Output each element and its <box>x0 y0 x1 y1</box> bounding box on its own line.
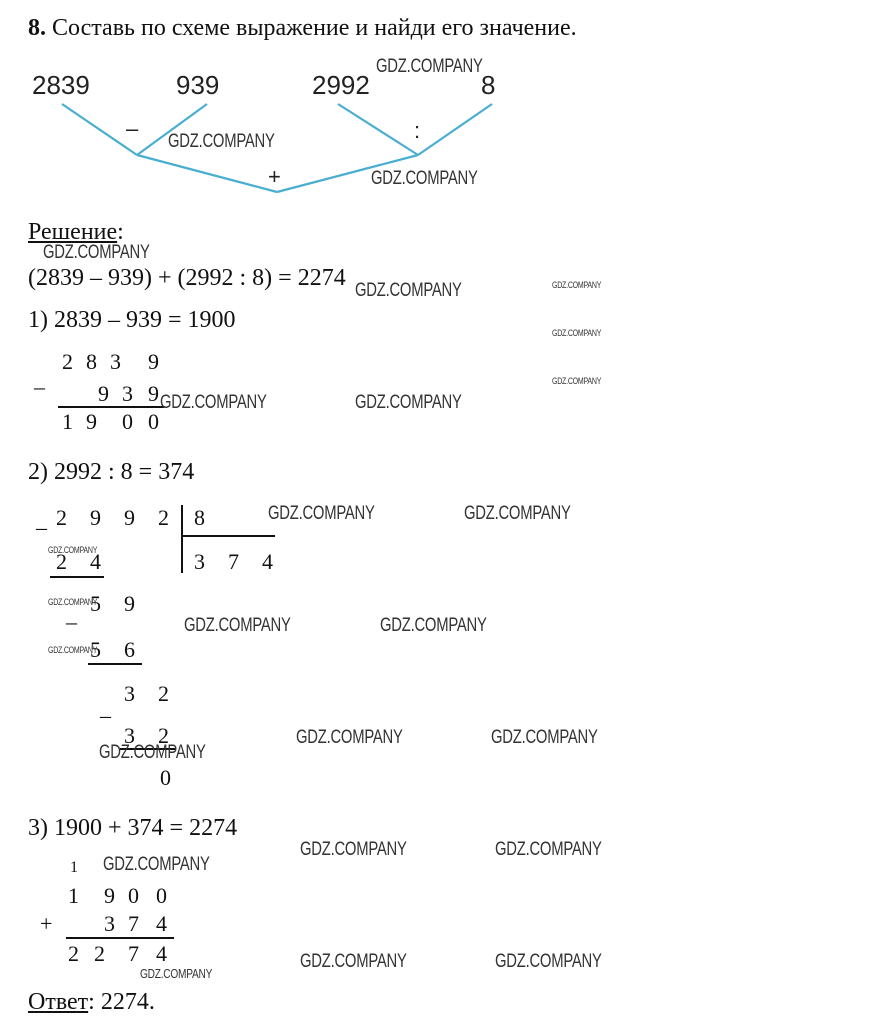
digit: 3 <box>104 911 115 936</box>
digit: 9 <box>148 381 159 406</box>
answer <box>28 988 155 1016</box>
digit: 3 <box>124 723 135 748</box>
digit: 4 <box>156 911 167 936</box>
step1-label: 1) 2839 – 939 = 1900 <box>28 307 236 333</box>
watermark: GDZ.COMPANY <box>552 328 602 338</box>
watermark: GDZ.COMPANY <box>495 951 602 972</box>
scheme-line <box>418 104 492 155</box>
digit: 2 <box>158 505 169 530</box>
digit: 2 <box>94 941 105 966</box>
watermark: GDZ.COMPANY <box>552 280 602 290</box>
scheme-number: 8 <box>481 70 496 100</box>
watermark: GDZ.COMPANY <box>160 392 267 413</box>
watermark: GDZ.COMPANY <box>103 854 210 875</box>
digit: 9 <box>124 505 135 530</box>
digit: 3 <box>110 349 121 374</box>
scheme-op-minus: – <box>126 116 139 141</box>
answer-label: Ответ <box>28 989 89 1015</box>
digit: 1 <box>68 883 79 908</box>
sum-line <box>66 937 174 939</box>
division-bar <box>181 505 183 573</box>
minus-sign: – <box>66 609 77 634</box>
watermark: GDZ.COMPANY <box>140 966 213 981</box>
watermark: GDZ.COMPANY <box>296 727 403 748</box>
digit: 0 <box>128 883 139 908</box>
scheme-number: 939 <box>176 70 220 100</box>
answer-value: : 2274. <box>88 989 155 1015</box>
carry-digit: 1 <box>70 859 78 876</box>
watermark: GDZ.COMPANY <box>355 392 462 413</box>
digit: 2 <box>62 349 73 374</box>
sub-line <box>50 576 104 578</box>
minus-sign: – <box>34 374 45 399</box>
digit: 4 <box>90 549 101 574</box>
scheme-line <box>137 155 277 192</box>
digit: 2 <box>158 723 169 748</box>
task-number: 8. <box>28 15 46 41</box>
watermark: GDZ.COMPANY <box>495 839 602 860</box>
watermark: GDZ.COMPANY <box>464 503 571 524</box>
scheme-op-divide: : <box>414 118 421 143</box>
sum-line <box>58 406 164 408</box>
digit: 5 <box>90 591 101 616</box>
plus-sign: + <box>40 911 53 936</box>
watermark: GDZ.COMPANY <box>300 839 407 860</box>
digit: 0 <box>156 883 167 908</box>
minus-sign: _ <box>36 507 47 532</box>
quotient-digit: 3 <box>194 549 205 574</box>
quotient-line <box>181 535 275 537</box>
scheme-number: 2839 <box>32 70 90 100</box>
digit: 9 <box>104 883 115 908</box>
watermark: GDZ.COMPANY <box>43 242 150 263</box>
digit: 0 <box>160 765 171 790</box>
digit: 3 <box>124 681 135 706</box>
watermark: GDZ.COMPANY <box>300 951 407 972</box>
digit: 2 <box>158 681 169 706</box>
digit: 7 <box>128 941 139 966</box>
quotient-digit: 4 <box>262 549 273 574</box>
watermark: GDZ.COMPANY <box>48 645 98 655</box>
watermark: GDZ.COMPANY <box>48 597 98 607</box>
watermark: GDZ.COMPANY <box>168 131 275 152</box>
watermark: GDZ.COMPANY <box>552 376 602 386</box>
digit: 9 <box>98 381 109 406</box>
digit: 9 <box>148 349 159 374</box>
solution-expression: (2839 – 939) + (2992 : 8) = 2274 <box>28 265 346 291</box>
digit: 0 <box>122 409 133 434</box>
digit: 5 <box>90 637 101 662</box>
watermark: GDZ.COMPANY <box>380 615 487 636</box>
watermark: GDZ.COMPANY <box>184 615 291 636</box>
watermark: GDZ.COMPANY <box>268 503 375 524</box>
digit: 1 <box>62 409 73 434</box>
task-text: Составь по схеме выражение и найди его значение. <box>52 15 577 41</box>
watermark: GDZ.COMPANY <box>371 168 478 189</box>
divisor: 8 <box>194 505 205 530</box>
digit: 4 <box>156 941 167 966</box>
scheme-number: 2992 <box>312 70 370 100</box>
watermark: GDZ.COMPANY <box>355 280 462 301</box>
minus-sign: _ <box>100 695 111 720</box>
sub-line <box>88 663 142 665</box>
digit: 6 <box>124 637 135 662</box>
digit: 9 <box>86 409 97 434</box>
watermark: GDZ.COMPANY <box>99 742 206 763</box>
solution-heading: Решение: <box>28 219 124 245</box>
digit: 2 <box>56 505 67 530</box>
watermark: GDZ.COMPANY <box>48 545 98 555</box>
digit: 8 <box>86 349 97 374</box>
digit: 7 <box>128 911 139 936</box>
digit: 9 <box>124 591 135 616</box>
scheme-op-plus: + <box>268 164 281 189</box>
digit: 3 <box>122 381 133 406</box>
watermark: GDZ.COMPANY <box>491 727 598 748</box>
step2-label: 2) 2992 : 8 = 374 <box>28 459 195 485</box>
digit: 0 <box>148 409 159 434</box>
quotient-digit: 7 <box>228 549 239 574</box>
digit: 9 <box>90 505 101 530</box>
step3-label: 3) 1900 + 374 = 2274 <box>28 815 238 841</box>
scheme-line <box>338 104 421 155</box>
watermark: GDZ.COMPANY <box>376 56 483 77</box>
digit: 2 <box>68 941 79 966</box>
digit: 2 <box>56 549 67 574</box>
